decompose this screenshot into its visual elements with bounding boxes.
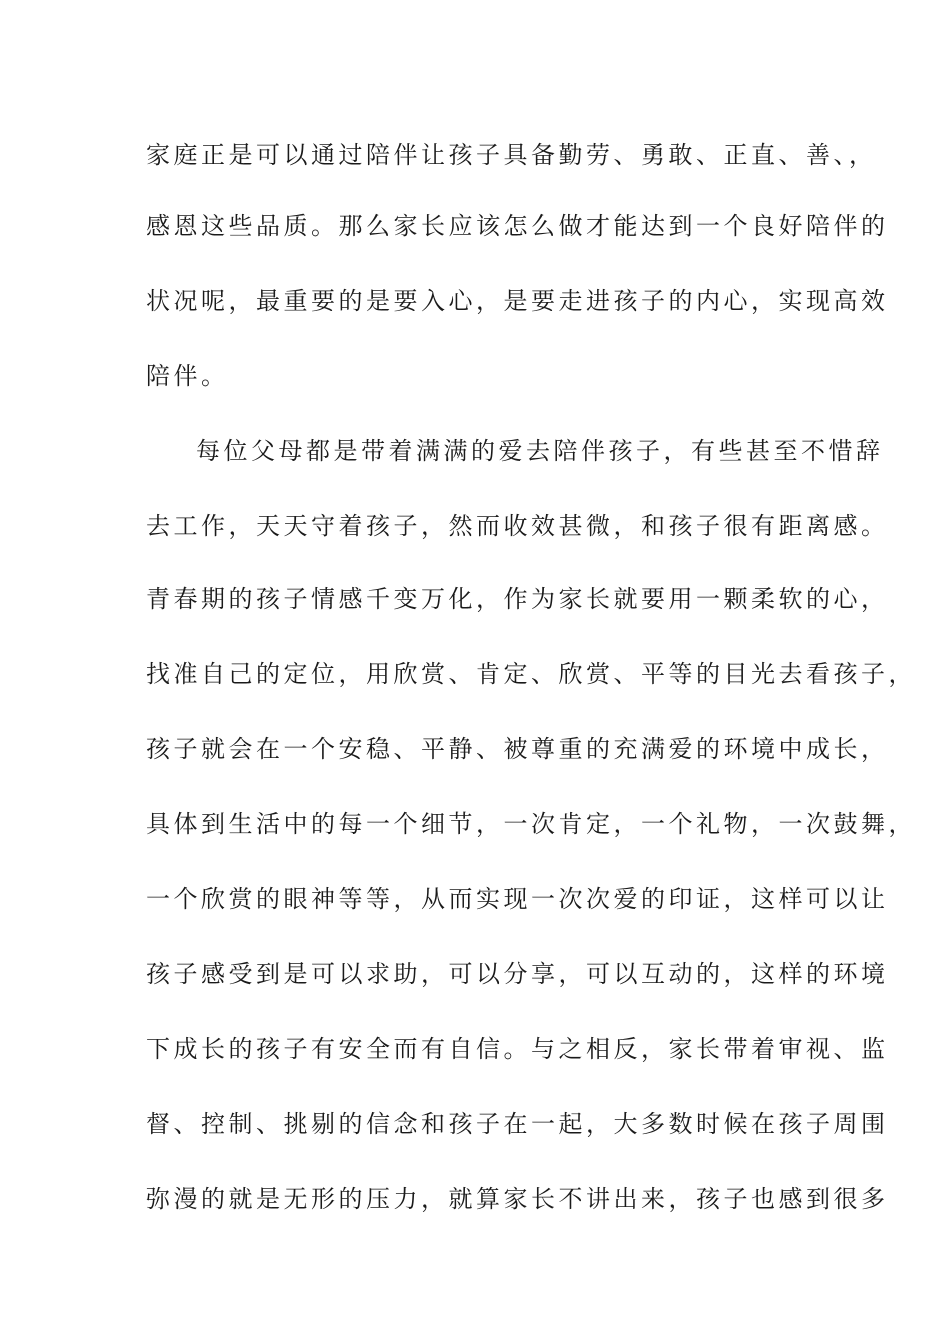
text-line-4: 陪伴。 [146,362,229,390]
text-line-13: 下成长的孩子有安全而有自信。与之相反，家长带着审视、监 [146,1035,889,1063]
text-line-14: 督、控制、挑剔的信念和孩子在一起，大多数时候在孩子周围 [146,1110,889,1138]
text-line-6: 去工作，天天守着孩子，然而收效甚微，和孩子很有距离感。 [146,512,889,540]
text-line-8: 找准自己的定位，用欣赏、肯定、欣赏、平等的目光去看孩子， [146,660,916,688]
text-line-9: 孩子就会在一个安稳、平静、被尊重的充满爱的环境中成长， [146,735,889,763]
text-line-10: 具体到生活中的每一个细节，一次肯定，一个礼物，一次鼓舞， [146,810,916,838]
text-line-3: 状况呢，最重要的是要入心，是要走进孩子的内心，实现高效 [146,287,889,315]
text-line-12: 孩子感受到是可以求助，可以分享，可以互动的，这样的环境 [146,960,889,988]
text-line-15: 弥漫的就是无形的压力，就算家长不讲出来，孩子也感到很多 [146,1185,889,1213]
text-line-2: 感恩这些品质。那么家长应该怎么做才能达到一个良好陪伴的 [146,212,889,240]
paragraph-first-line: 每位父母都是带着满满的爱去陪伴孩子，有些甚至不惜辞 [196,437,884,465]
text-line-7: 青春期的孩子情感千变万化，作为家长就要用一颗柔软的心， [146,585,889,613]
text-line-1: 家庭正是可以通过陪伴让孩子具备勤劳、勇敢、正直、善、， [146,141,877,169]
text-line-11: 一个欣赏的眼神等等，从而实现一次次爱的印证，这样可以让 [146,885,889,913]
